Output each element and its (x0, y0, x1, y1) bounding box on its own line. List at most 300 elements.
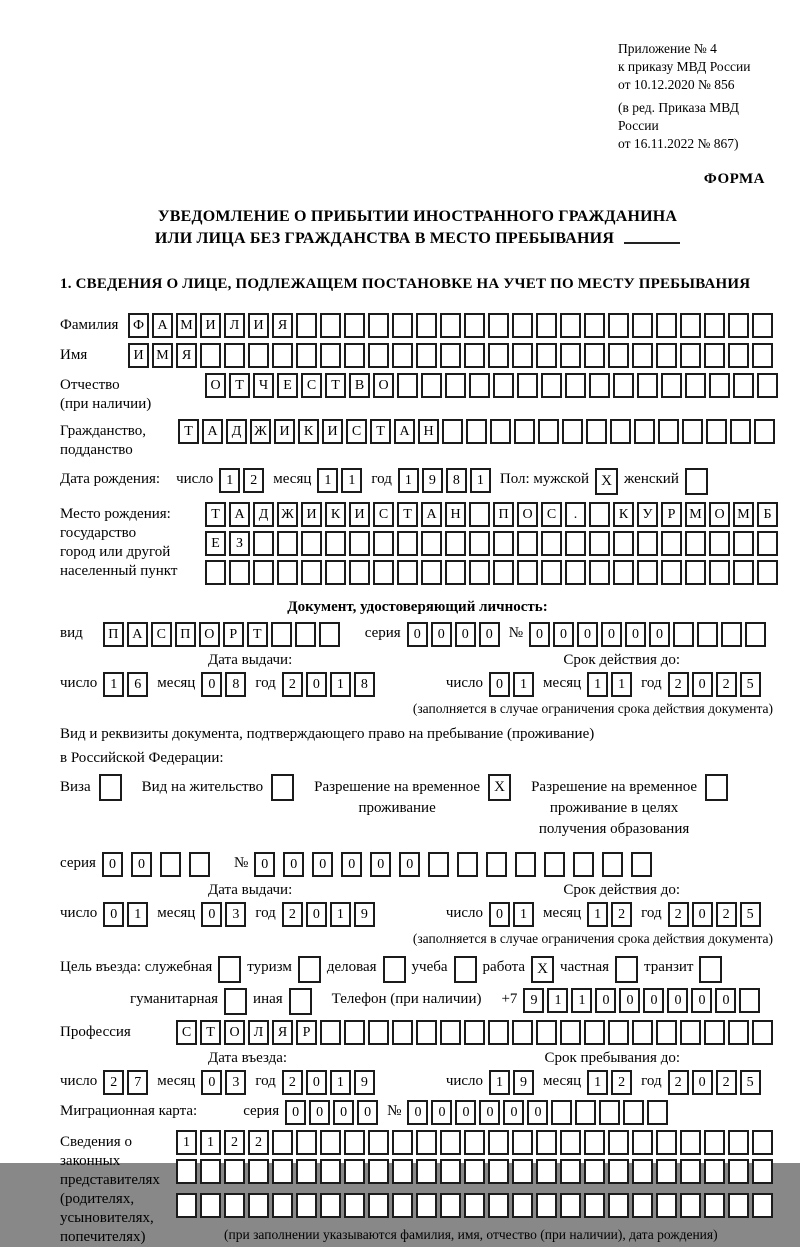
citizenship-boxes-cell[interactable] (538, 419, 559, 444)
doc-type-boxes-cell[interactable] (271, 622, 292, 647)
birth-year-boxes-cell[interactable]: 8 (446, 468, 467, 493)
patronymic-boxes-cell[interactable]: О (205, 373, 226, 398)
stay-year-boxes-cell[interactable]: 2 (716, 1070, 737, 1095)
birthplace-line3-cell[interactable] (373, 560, 394, 585)
firstname-boxes-cell[interactable] (632, 343, 653, 368)
birthplace-line1-cell[interactable]: А (229, 502, 250, 527)
patronymic-boxes-cell[interactable] (397, 373, 418, 398)
temp-residence-checkbox[interactable]: X (488, 774, 511, 801)
birthplace-line2-cell[interactable] (445, 531, 466, 556)
doc-issue-day-boxes-cell[interactable]: 6 (127, 672, 148, 697)
representatives-line3-cell[interactable] (560, 1193, 581, 1218)
representatives-line3-cell[interactable] (440, 1193, 461, 1218)
surname-boxes-cell[interactable] (536, 313, 557, 338)
birthplace-line3-cell[interactable] (493, 560, 514, 585)
representatives-line1-cell[interactable] (728, 1130, 749, 1155)
birthplace-line3-cell[interactable] (685, 560, 706, 585)
representatives-line1-cell[interactable] (392, 1130, 413, 1155)
birthplace-line1-cell[interactable]: Ж (277, 502, 298, 527)
surname-boxes-cell[interactable] (368, 313, 389, 338)
birthplace-line1-cell[interactable]: М (733, 502, 754, 527)
representatives-line2-cell[interactable] (464, 1159, 485, 1184)
surname-boxes-cell[interactable] (560, 313, 581, 338)
firstname-boxes-cell[interactable] (752, 343, 773, 368)
citizenship-boxes-cell[interactable] (586, 419, 607, 444)
migration-number-boxes-cell[interactable]: 0 (527, 1100, 548, 1125)
surname-boxes-cell[interactable]: Ф (128, 313, 149, 338)
representatives-line1-cell[interactable] (440, 1130, 461, 1155)
birthplace-line3-cell[interactable] (469, 560, 490, 585)
birth-day-boxes-cell[interactable]: 1 (219, 468, 240, 493)
residence-series-boxes-cell[interactable]: 0 (102, 852, 123, 877)
residence-number-boxes-cell[interactable]: 0 (254, 852, 275, 877)
birthplace-line3-cell[interactable] (301, 560, 322, 585)
surname-boxes-cell[interactable] (488, 313, 509, 338)
surname-boxes-cell[interactable] (464, 313, 485, 338)
residence-number-boxes-cell[interactable]: 0 (370, 852, 391, 877)
representatives-line2-cell[interactable] (584, 1159, 605, 1184)
patronymic-boxes-cell[interactable]: Ч (253, 373, 274, 398)
profession-boxes-cell[interactable] (632, 1020, 653, 1045)
residence-number-boxes-cell[interactable]: 0 (283, 852, 304, 877)
residence-issue-year-boxes-cell[interactable]: 9 (354, 902, 375, 927)
firstname-boxes-cell[interactable] (656, 343, 677, 368)
doc-number-boxes-cell[interactable]: 0 (649, 622, 670, 647)
citizenship-boxes-cell[interactable] (490, 419, 511, 444)
birthplace-line2-cell[interactable] (757, 531, 778, 556)
representatives-line3-cell[interactable] (320, 1193, 341, 1218)
entry-year-boxes-cell[interactable]: 0 (306, 1070, 327, 1095)
citizenship-boxes-cell[interactable]: Ж (250, 419, 271, 444)
purpose-other-checkbox[interactable] (289, 988, 312, 1015)
doc-type-boxes-cell[interactable]: П (175, 622, 196, 647)
surname-boxes-cell[interactable]: А (152, 313, 173, 338)
representatives-line1-cell[interactable] (536, 1130, 557, 1155)
citizenship-boxes-cell[interactable] (754, 419, 775, 444)
doc-issue-month-boxes-cell[interactable]: 8 (225, 672, 246, 697)
representatives-line1-cell[interactable] (632, 1130, 653, 1155)
profession-boxes-cell[interactable] (584, 1020, 605, 1045)
entry-year-boxes-cell[interactable]: 2 (282, 1070, 303, 1095)
patronymic-boxes-cell[interactable] (589, 373, 610, 398)
birthplace-line3-cell[interactable] (277, 560, 298, 585)
firstname-boxes-cell[interactable]: И (128, 343, 149, 368)
phone-boxes-cell[interactable]: 0 (667, 988, 688, 1013)
residence-permit-checkbox[interactable] (271, 774, 294, 801)
residence-number-boxes-cell[interactable] (515, 852, 536, 877)
citizenship-boxes-cell[interactable] (514, 419, 535, 444)
residence-issue-day-boxes-cell[interactable]: 1 (127, 902, 148, 927)
purpose-study-checkbox[interactable] (454, 956, 477, 983)
residence-series-boxes-cell[interactable] (160, 852, 181, 877)
surname-boxes-cell[interactable] (632, 313, 653, 338)
birthplace-line2-cell[interactable] (373, 531, 394, 556)
representatives-line2-cell[interactable] (560, 1159, 581, 1184)
representatives-line2-cell[interactable] (608, 1159, 629, 1184)
migration-number-boxes-cell[interactable] (599, 1100, 620, 1125)
doc-expiry-year-boxes-cell[interactable]: 2 (716, 672, 737, 697)
birthplace-line1-cell[interactable]: Р (661, 502, 682, 527)
representatives-line2-cell[interactable] (248, 1159, 269, 1184)
birthplace-line1-cell[interactable]: Б (757, 502, 778, 527)
surname-boxes-cell[interactable]: И (200, 313, 221, 338)
doc-series-boxes-cell[interactable]: 0 (407, 622, 428, 647)
phone-boxes-cell[interactable]: 0 (691, 988, 712, 1013)
residence-expiry-year-boxes-cell[interactable]: 5 (740, 902, 761, 927)
representatives-line1-cell[interactable] (512, 1130, 533, 1155)
surname-boxes-cell[interactable] (728, 313, 749, 338)
doc-number-boxes-cell[interactable]: 0 (529, 622, 550, 647)
profession-boxes-cell[interactable] (416, 1020, 437, 1045)
representatives-line1-cell[interactable] (560, 1130, 581, 1155)
birthplace-line3-cell[interactable] (253, 560, 274, 585)
representatives-line1-cell[interactable] (488, 1130, 509, 1155)
representatives-line3-cell[interactable] (512, 1193, 533, 1218)
representatives-line3-cell[interactable] (296, 1193, 317, 1218)
representatives-line2-cell[interactable] (368, 1159, 389, 1184)
patronymic-boxes-cell[interactable] (541, 373, 562, 398)
residence-number-boxes-cell[interactable] (486, 852, 507, 877)
representatives-line3-cell[interactable] (584, 1193, 605, 1218)
representatives-line3-cell[interactable] (416, 1193, 437, 1218)
birthplace-line1-cell[interactable]: А (421, 502, 442, 527)
birthplace-line2-cell[interactable] (469, 531, 490, 556)
residence-series-boxes-cell[interactable] (189, 852, 210, 877)
surname-boxes-cell[interactable] (608, 313, 629, 338)
doc-expiry-day-boxes-cell[interactable]: 0 (489, 672, 510, 697)
stay-day-boxes-cell[interactable]: 1 (489, 1070, 510, 1095)
entry-month-boxes-cell[interactable]: 3 (225, 1070, 246, 1095)
birthplace-line3-cell[interactable] (517, 560, 538, 585)
migration-series-boxes-cell[interactable]: 0 (333, 1100, 354, 1125)
firstname-boxes-cell[interactable] (200, 343, 221, 368)
entry-year-boxes-cell[interactable]: 9 (354, 1070, 375, 1095)
representatives-line3-cell[interactable] (536, 1193, 557, 1218)
profession-boxes-cell[interactable] (728, 1020, 749, 1045)
representatives-line1-cell[interactable] (464, 1130, 485, 1155)
birthplace-line1-cell[interactable]: О (709, 502, 730, 527)
representatives-line1-cell[interactable] (752, 1130, 773, 1155)
profession-boxes-cell[interactable] (320, 1020, 341, 1045)
citizenship-boxes-cell[interactable] (466, 419, 487, 444)
female-checkbox[interactable] (685, 468, 708, 495)
surname-boxes-cell[interactable]: М (176, 313, 197, 338)
representatives-line3-cell[interactable] (704, 1193, 725, 1218)
citizenship-boxes-cell[interactable] (682, 419, 703, 444)
birthplace-line2-cell[interactable] (397, 531, 418, 556)
doc-number-boxes-cell[interactable]: 0 (625, 622, 646, 647)
birthplace-line1-cell[interactable]: О (517, 502, 538, 527)
firstname-boxes-cell[interactable] (728, 343, 749, 368)
firstname-boxes-cell[interactable] (296, 343, 317, 368)
profession-boxes-cell[interactable] (704, 1020, 725, 1045)
representatives-line2-cell[interactable] (272, 1159, 293, 1184)
representatives-line1-cell[interactable] (296, 1130, 317, 1155)
firstname-boxes-cell[interactable]: М (152, 343, 173, 368)
citizenship-boxes-cell[interactable]: Д (226, 419, 247, 444)
surname-boxes-cell[interactable] (344, 313, 365, 338)
surname-boxes-cell[interactable]: Я (272, 313, 293, 338)
profession-boxes-cell[interactable]: Т (200, 1020, 221, 1045)
doc-type-boxes-cell[interactable]: С (151, 622, 172, 647)
phone-boxes-cell[interactable] (739, 988, 760, 1013)
profession-boxes-cell[interactable] (560, 1020, 581, 1045)
birthplace-line3-cell[interactable] (589, 560, 610, 585)
profession-boxes-cell[interactable] (608, 1020, 629, 1045)
firstname-boxes-cell[interactable] (488, 343, 509, 368)
residence-number-boxes-cell[interactable]: 0 (341, 852, 362, 877)
birthplace-line2-cell[interactable] (349, 531, 370, 556)
surname-boxes-cell[interactable] (512, 313, 533, 338)
doc-expiry-year-boxes-cell[interactable]: 0 (692, 672, 713, 697)
representatives-line3-cell[interactable] (272, 1193, 293, 1218)
doc-series-boxes-cell[interactable]: 0 (431, 622, 452, 647)
firstname-boxes-cell[interactable] (608, 343, 629, 368)
purpose-private-checkbox[interactable] (615, 956, 638, 983)
birthplace-line3-cell[interactable] (205, 560, 226, 585)
patronymic-boxes-cell[interactable] (613, 373, 634, 398)
birthplace-line2-cell[interactable] (493, 531, 514, 556)
doc-number-boxes-cell[interactable] (721, 622, 742, 647)
migration-number-boxes-cell[interactable]: 0 (479, 1100, 500, 1125)
citizenship-boxes-cell[interactable]: К (298, 419, 319, 444)
surname-boxes-cell[interactable] (392, 313, 413, 338)
profession-boxes-cell[interactable] (656, 1020, 677, 1045)
doc-expiry-month-boxes-cell[interactable]: 1 (611, 672, 632, 697)
stay-month-boxes-cell[interactable]: 2 (611, 1070, 632, 1095)
birth-year-boxes-cell[interactable]: 9 (422, 468, 443, 493)
profession-boxes-cell[interactable]: Л (248, 1020, 269, 1045)
patronymic-boxes-cell[interactable] (469, 373, 490, 398)
doc-issue-day-boxes-cell[interactable]: 1 (103, 672, 124, 697)
profession-boxes-cell[interactable]: Я (272, 1020, 293, 1045)
residence-series-boxes-cell[interactable]: 0 (131, 852, 152, 877)
representatives-line1-cell[interactable]: 1 (176, 1130, 197, 1155)
purpose-transit-checkbox[interactable] (699, 956, 722, 983)
stay-year-boxes-cell[interactable]: 5 (740, 1070, 761, 1095)
surname-boxes-cell[interactable] (656, 313, 677, 338)
birth-year-boxes-cell[interactable]: 1 (470, 468, 491, 493)
entry-year-boxes-cell[interactable]: 1 (330, 1070, 351, 1095)
patronymic-boxes-cell[interactable] (709, 373, 730, 398)
birthplace-line3-cell[interactable] (325, 560, 346, 585)
birthplace-line1-cell[interactable] (589, 502, 610, 527)
birthplace-line1-cell[interactable]: Т (205, 502, 226, 527)
birthplace-line1-cell[interactable]: Н (445, 502, 466, 527)
birthplace-line1-cell[interactable]: И (301, 502, 322, 527)
profession-boxes-cell[interactable]: Р (296, 1020, 317, 1045)
representatives-line3-cell[interactable] (176, 1193, 197, 1218)
entry-day-boxes-cell[interactable]: 2 (103, 1070, 124, 1095)
surname-boxes-cell[interactable]: И (248, 313, 269, 338)
firstname-boxes-cell[interactable] (536, 343, 557, 368)
birthplace-line3-cell[interactable] (445, 560, 466, 585)
representatives-line3-cell[interactable] (248, 1193, 269, 1218)
birthplace-line2-cell[interactable]: Е (205, 531, 226, 556)
birthplace-line2-cell[interactable] (517, 531, 538, 556)
doc-type-boxes-cell[interactable]: Р (223, 622, 244, 647)
birthplace-line1-cell[interactable]: И (349, 502, 370, 527)
doc-issue-year-boxes-cell[interactable]: 8 (354, 672, 375, 697)
citizenship-boxes-cell[interactable] (730, 419, 751, 444)
birthplace-line2-cell[interactable] (685, 531, 706, 556)
residence-number-boxes-cell[interactable] (602, 852, 623, 877)
residence-expiry-day-boxes-cell[interactable]: 1 (513, 902, 534, 927)
birth-day-boxes-cell[interactable]: 2 (243, 468, 264, 493)
representatives-line1-cell[interactable] (416, 1130, 437, 1155)
doc-expiry-month-boxes-cell[interactable]: 1 (587, 672, 608, 697)
surname-boxes-cell[interactable] (440, 313, 461, 338)
citizenship-boxes-cell[interactable]: С (346, 419, 367, 444)
representatives-line2-cell[interactable] (440, 1159, 461, 1184)
migration-number-boxes-cell[interactable] (623, 1100, 644, 1125)
representatives-line3-cell[interactable] (200, 1193, 221, 1218)
citizenship-boxes-cell[interactable]: Т (370, 419, 391, 444)
purpose-business-checkbox[interactable] (383, 956, 406, 983)
representatives-line2-cell[interactable] (512, 1159, 533, 1184)
representatives-line1-cell[interactable] (680, 1130, 701, 1155)
firstname-boxes-cell[interactable] (680, 343, 701, 368)
firstname-boxes-cell[interactable] (512, 343, 533, 368)
doc-issue-month-boxes-cell[interactable]: 0 (201, 672, 222, 697)
firstname-boxes-cell[interactable] (584, 343, 605, 368)
doc-type-boxes-cell[interactable] (295, 622, 316, 647)
patronymic-boxes-cell[interactable] (637, 373, 658, 398)
migration-series-boxes-cell[interactable]: 0 (357, 1100, 378, 1125)
patronymic-boxes-cell[interactable]: Е (277, 373, 298, 398)
birth-month-boxes-cell[interactable]: 1 (317, 468, 338, 493)
birthplace-line3-cell[interactable] (541, 560, 562, 585)
profession-boxes-cell[interactable] (368, 1020, 389, 1045)
patronymic-boxes-cell[interactable]: О (373, 373, 394, 398)
migration-number-boxes-cell[interactable] (575, 1100, 596, 1125)
residence-number-boxes-cell[interactable] (631, 852, 652, 877)
entry-day-boxes-cell[interactable]: 7 (127, 1070, 148, 1095)
phone-boxes-cell[interactable]: 0 (595, 988, 616, 1013)
birthplace-line3-cell[interactable] (661, 560, 682, 585)
patronymic-boxes-cell[interactable]: Т (325, 373, 346, 398)
birthplace-line3-cell[interactable] (397, 560, 418, 585)
surname-boxes-cell[interactable] (296, 313, 317, 338)
birthplace-line3-cell[interactable] (229, 560, 250, 585)
residence-expiry-month-boxes-cell[interactable]: 2 (611, 902, 632, 927)
representatives-line2-cell[interactable] (656, 1159, 677, 1184)
surname-boxes-cell[interactable] (416, 313, 437, 338)
citizenship-boxes-cell[interactable] (706, 419, 727, 444)
birthplace-line2-cell[interactable] (733, 531, 754, 556)
birthplace-line1-cell[interactable]: Д (253, 502, 274, 527)
entry-month-boxes-cell[interactable]: 0 (201, 1070, 222, 1095)
purpose-work-checkbox[interactable]: X (531, 956, 554, 983)
temp-residence-education-checkbox[interactable] (705, 774, 728, 801)
surname-boxes-cell[interactable] (320, 313, 341, 338)
residence-issue-month-boxes-cell[interactable]: 3 (225, 902, 246, 927)
doc-type-boxes-cell[interactable]: О (199, 622, 220, 647)
residence-issue-month-boxes-cell[interactable]: 0 (201, 902, 222, 927)
representatives-line2-cell[interactable] (536, 1159, 557, 1184)
representatives-line3-cell[interactable] (344, 1193, 365, 1218)
representatives-line3-cell[interactable] (656, 1193, 677, 1218)
representatives-line3-cell[interactable] (752, 1193, 773, 1218)
patronymic-boxes-cell[interactable] (565, 373, 586, 398)
representatives-line1-cell[interactable] (656, 1130, 677, 1155)
birthplace-line2-cell[interactable] (565, 531, 586, 556)
representatives-line2-cell[interactable] (416, 1159, 437, 1184)
representatives-line1-cell[interactable] (584, 1130, 605, 1155)
profession-boxes-cell[interactable] (512, 1020, 533, 1045)
doc-expiry-day-boxes-cell[interactable]: 1 (513, 672, 534, 697)
birthplace-line3-cell[interactable] (613, 560, 634, 585)
migration-number-boxes-cell[interactable]: 0 (455, 1100, 476, 1125)
citizenship-boxes-cell[interactable]: И (274, 419, 295, 444)
phone-boxes-cell[interactable]: 0 (619, 988, 640, 1013)
migration-number-boxes-cell[interactable]: 0 (407, 1100, 428, 1125)
migration-number-boxes-cell[interactable]: 0 (431, 1100, 452, 1125)
birthplace-line1-cell[interactable]: С (373, 502, 394, 527)
representatives-line2-cell[interactable] (224, 1159, 245, 1184)
firstname-boxes-cell[interactable]: Я (176, 343, 197, 368)
representatives-line2-cell[interactable] (488, 1159, 509, 1184)
birthplace-line1-cell[interactable]: М (685, 502, 706, 527)
doc-issue-year-boxes-cell[interactable]: 1 (330, 672, 351, 697)
profession-boxes-cell[interactable] (392, 1020, 413, 1045)
doc-issue-year-boxes-cell[interactable]: 2 (282, 672, 303, 697)
stay-day-boxes-cell[interactable]: 9 (513, 1070, 534, 1095)
phone-boxes-cell[interactable]: 0 (715, 988, 736, 1013)
citizenship-boxes-cell[interactable] (562, 419, 583, 444)
purpose-tourism-checkbox[interactable] (298, 956, 321, 983)
firstname-boxes-cell[interactable] (560, 343, 581, 368)
patronymic-boxes-cell[interactable] (493, 373, 514, 398)
representatives-line1-cell[interactable] (272, 1130, 293, 1155)
phone-boxes-cell[interactable]: 0 (643, 988, 664, 1013)
patronymic-boxes-cell[interactable] (661, 373, 682, 398)
doc-number-boxes-cell[interactable] (697, 622, 718, 647)
representatives-line1-cell[interactable] (320, 1130, 341, 1155)
purpose-humanitarian-checkbox[interactable] (224, 988, 247, 1015)
doc-issue-year-boxes-cell[interactable]: 0 (306, 672, 327, 697)
migration-series-boxes-cell[interactable]: 0 (309, 1100, 330, 1125)
birthplace-line3-cell[interactable] (757, 560, 778, 585)
migration-number-boxes-cell[interactable]: 0 (503, 1100, 524, 1125)
birth-year-boxes-cell[interactable]: 1 (398, 468, 419, 493)
citizenship-boxes-cell[interactable]: А (394, 419, 415, 444)
doc-series-boxes-cell[interactable]: 0 (479, 622, 500, 647)
firstname-boxes-cell[interactable] (368, 343, 389, 368)
residence-expiry-month-boxes-cell[interactable]: 1 (587, 902, 608, 927)
profession-boxes-cell[interactable] (680, 1020, 701, 1045)
birthplace-line1-cell[interactable] (469, 502, 490, 527)
birthplace-line2-cell[interactable] (709, 531, 730, 556)
doc-type-boxes-cell[interactable]: Т (247, 622, 268, 647)
profession-boxes-cell[interactable] (440, 1020, 461, 1045)
birthplace-line3-cell[interactable] (565, 560, 586, 585)
residence-number-boxes-cell[interactable]: 0 (399, 852, 420, 877)
stay-month-boxes-cell[interactable]: 1 (587, 1070, 608, 1095)
residence-number-boxes-cell[interactable] (457, 852, 478, 877)
phone-boxes-cell[interactable]: 1 (547, 988, 568, 1013)
doc-number-boxes-cell[interactable] (673, 622, 694, 647)
residence-expiry-year-boxes-cell[interactable]: 0 (692, 902, 713, 927)
representatives-line3-cell[interactable] (464, 1193, 485, 1218)
firstname-boxes-cell[interactable] (392, 343, 413, 368)
male-checkbox[interactable]: X (595, 468, 618, 495)
patronymic-boxes-cell[interactable] (733, 373, 754, 398)
birthplace-line2-cell[interactable] (637, 531, 658, 556)
birthplace-line2-cell[interactable] (301, 531, 322, 556)
birthplace-line2-cell[interactable] (421, 531, 442, 556)
citizenship-boxes-cell[interactable]: И (322, 419, 343, 444)
